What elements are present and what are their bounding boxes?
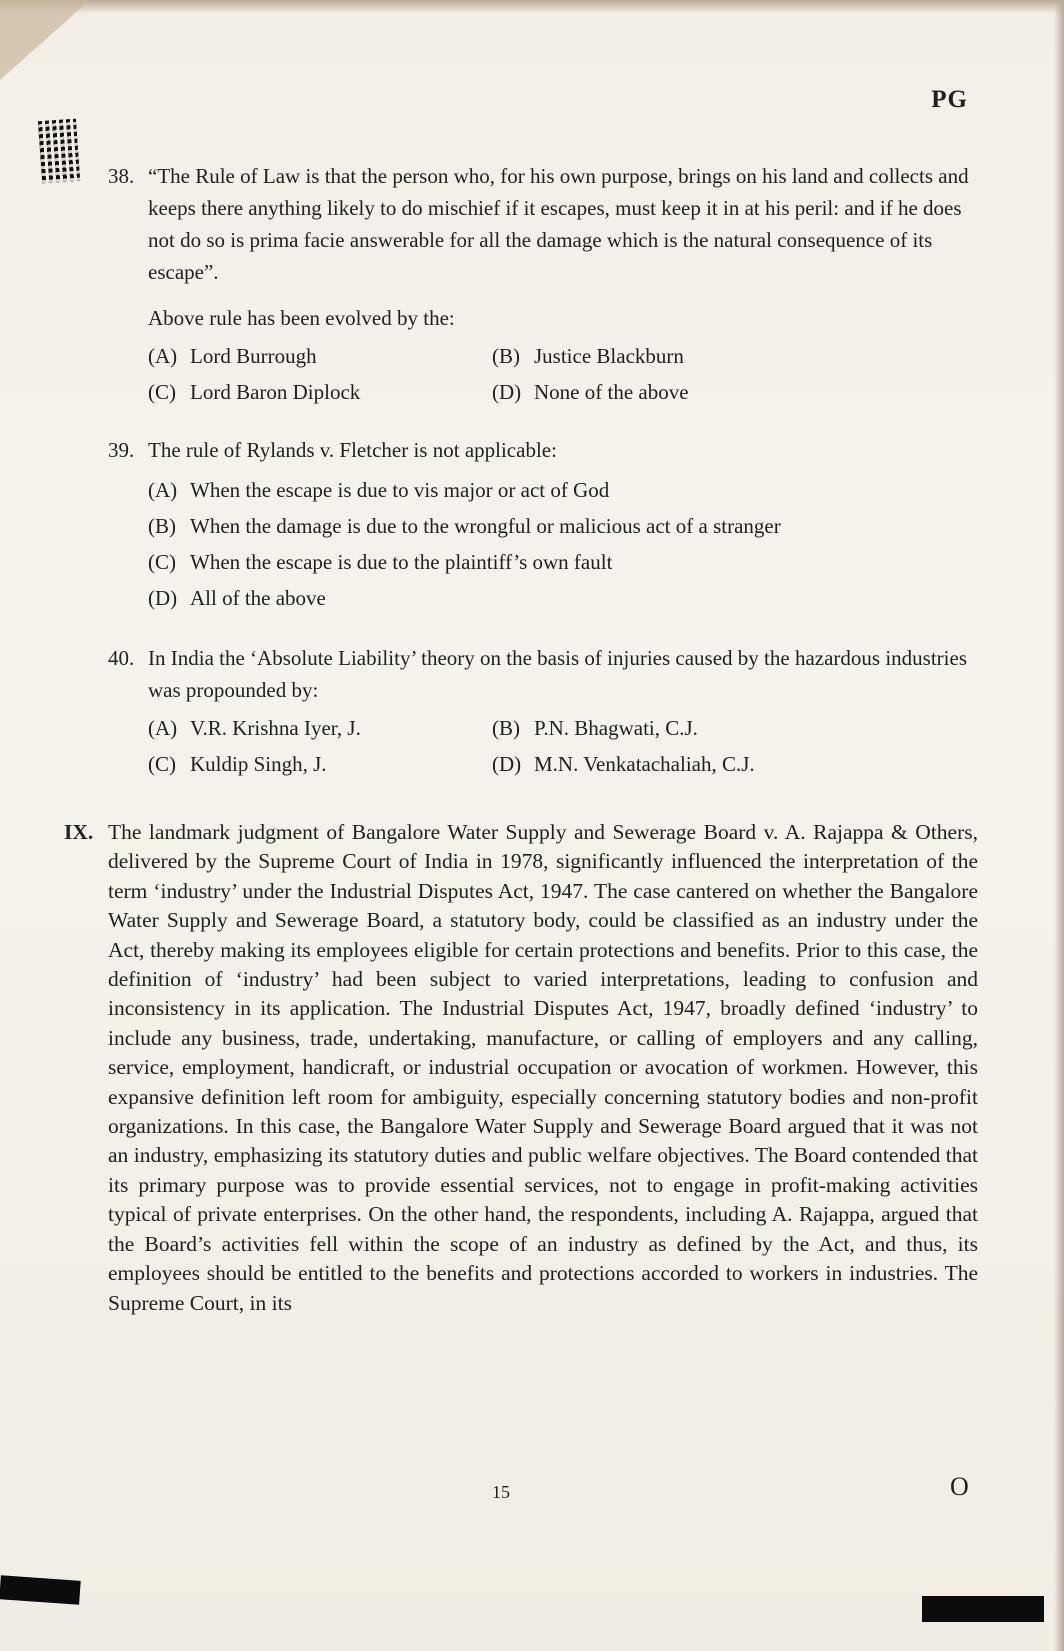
passage-number: IX.: [64, 820, 94, 844]
timing-mark-right: [922, 1596, 1044, 1622]
option-text: Lord Baron Diplock: [190, 380, 361, 404]
question-number: 38.: [108, 164, 135, 188]
option-c: [148, 748, 492, 780]
option-b: [148, 508, 978, 544]
option-c: [148, 544, 978, 580]
page-edge-shadow: [1054, 0, 1064, 1651]
option-grid: [148, 340, 978, 408]
option-label: (D): [492, 752, 522, 776]
option-label: (A): [148, 716, 178, 740]
option-text: Justice Blackburn: [534, 344, 684, 368]
question-38: [108, 160, 978, 408]
option-a: [148, 472, 978, 508]
option-label: (C): [148, 380, 176, 404]
option-label: (D): [148, 586, 178, 610]
question-lead: Above rule has been evolved by the:: [148, 306, 455, 330]
option-text: None of the above: [534, 380, 689, 404]
option-d: [492, 748, 978, 780]
barcode-icon: [38, 119, 80, 183]
option-b: [492, 340, 978, 372]
option-d: [148, 580, 978, 616]
option-c: [148, 376, 492, 408]
page-content: [64, 160, 978, 1318]
option-label: (A): [148, 478, 178, 502]
page-corner-fold: [0, 0, 90, 80]
option-text: When the escape is due to vis major or act of God: [190, 478, 610, 502]
option-text: V.R. Krishna Iyer, J.: [190, 716, 361, 740]
option-text: All of the above: [190, 586, 326, 610]
option-grid: [148, 712, 978, 780]
option-a: [148, 712, 492, 744]
option-b: [492, 712, 978, 744]
option-text: Lord Burrough: [190, 344, 317, 368]
passage-ix: [64, 818, 978, 1318]
page-top-shadow: [0, 0, 1064, 14]
option-d: [492, 376, 978, 408]
question-number: 40.: [108, 646, 135, 670]
option-label: (B): [148, 514, 176, 538]
question-40: [108, 642, 978, 780]
option-label: (C): [148, 752, 176, 776]
option-label: (A): [148, 344, 178, 368]
option-list: [148, 472, 978, 616]
option-text: Kuldip Singh, J.: [190, 752, 327, 776]
option-text: P.N. Bhagwati, C.J.: [534, 716, 698, 740]
paper-code: PG: [931, 86, 968, 113]
option-label: (C): [148, 550, 176, 574]
question-stem: “The Rule of Law is that the person who, for his own purpose, brings on his land and collects and keeps there anything likely to do mischief if it escapes, must keep it in at his peril: and if he does not do so is prima facie answerable for all the damage which is the natural consequence of its escape”.: [148, 164, 969, 284]
timing-mark-left: [0, 1575, 81, 1605]
option-label: (B): [492, 344, 520, 368]
option-a: [148, 340, 492, 372]
question-stem: The rule of Rylands v. Fletcher is not applicable:: [148, 438, 557, 462]
option-label: (D): [492, 380, 522, 404]
passage-text: The landmark judgment of Bangalore Water Supply and Sewerage Board v. A. Rajappa & Others, delivered by the Supreme Court of India in 1978, significantly influenced the interpretation of the term ‘industry’ under the Industrial Disputes Act, 1947. The case cantered on whether the Bangalore Water Supply and Sewerage Board, a statutory body, could be classified as an industry under the Act, thereby making its employees eligible for certain protections and benefits. Prior to this case, the definition of ‘industry’ had been subject to varied interpretations, leading to confusion and inconsistency in its application. The Industrial Disputes Act, 1947, broadly defined ‘industry’ to include any business, trade, undertaking, manufacture, or calling of employers and any calling, service, employment, handicraft, or industrial occupation or avocation of workmen. However, this expansive definition left room for ambiguity, especially concerning statutory bodies and non-profit organizations. In this case, the Bangalore Water Supply and Sewerage Board argued that it was not an industry, emphasizing its statutory duties and public welfare objectives. The Board contended that its primary purpose was to provide essential services, not to engage in profit-making activities typical of private enterprises. On the other hand, the respondents, including A. Rajappa, argued that the Board’s activities fell within the scope of an industry as defined by the Act, and thus, its employees should be entitled to the benefits and protections accorded to workers in industries. The Supreme Court, in its: [108, 820, 978, 1315]
option-label: (B): [492, 716, 520, 740]
question-stem: In India the ‘Absolute Liability’ theory on the basis of injuries caused by the hazardous industries was propounded by:: [148, 646, 967, 702]
option-text: When the damage is due to the wrongful or malicious act of a stranger: [190, 514, 781, 538]
question-number: 39.: [108, 438, 135, 462]
option-text: When the escape is due to the plaintiff’s own fault: [190, 550, 613, 574]
option-text: M.N. Venkatachaliah, C.J.: [534, 752, 755, 776]
question-39: [108, 434, 978, 616]
set-code: O: [950, 1472, 969, 1501]
page-number: 15: [492, 1482, 510, 1502]
